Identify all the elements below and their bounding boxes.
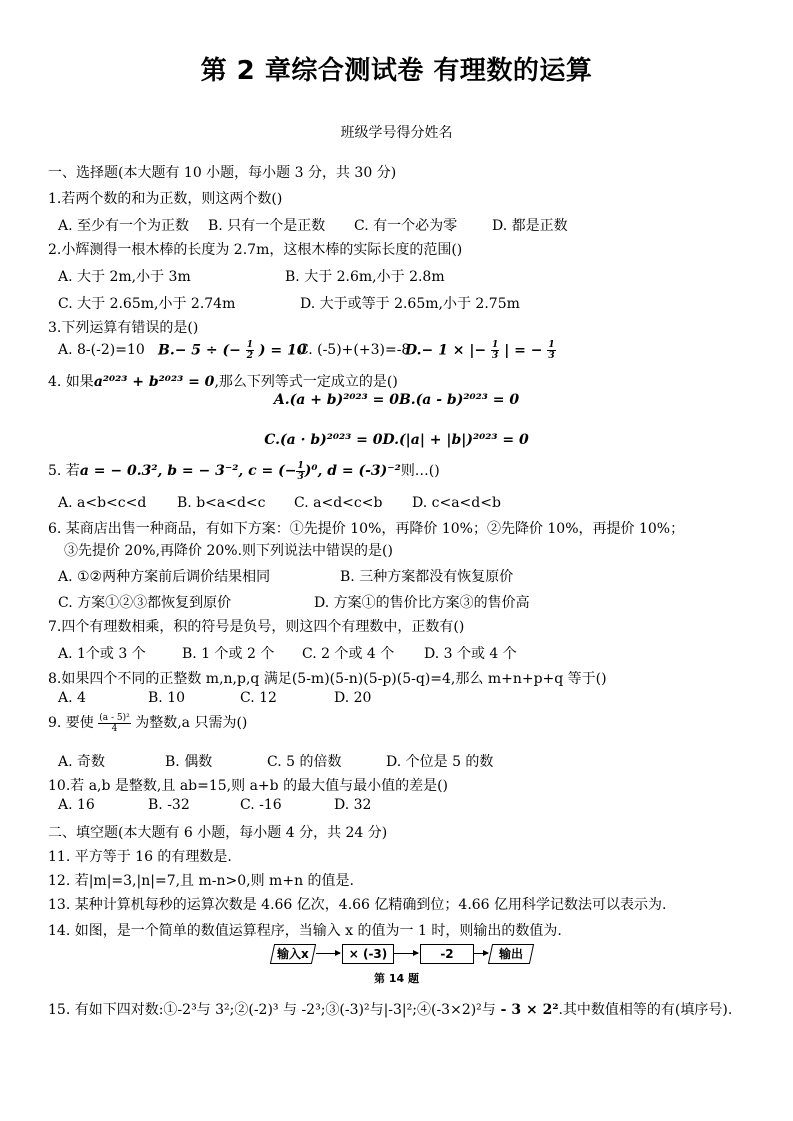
q3-option-d-pre: D.− 1 × |−: [405, 342, 487, 359]
q4-stem-post: ,那么下列等式一定成立的是(): [214, 374, 398, 390]
q5-option-b: B. b<a<d<c: [177, 495, 266, 511]
q2-stem: 2.小辉测得一根木棒的长度为 2.7m，这根木棒的实际长度的范围(): [48, 242, 463, 258]
page-title: 第 2 章综合测试卷 有理数的运算: [200, 56, 593, 86]
q3-option-b: [158, 340, 307, 361]
q6-stem-line-1: 6. 某商店出售一种商品，有如下方案：①先提价 10%，再降价 10%；②先降价 10%，再提价 10%；: [48, 521, 685, 537]
q15-stem-pre: 15. 有如下四对数:①-2³与 3²;②(-2)³ 与 -2³;③(-3)²与|-3|²;④(-3×2)²与: [48, 1002, 496, 1018]
q6-stem-line-2: ③先提价 20%,再降价 20%.则下列说法中错误的是(): [64, 543, 393, 559]
q4-stem: [48, 371, 398, 391]
q5-stem-pre: 5. 若: [48, 463, 80, 479]
q9-option-d: D. 个位是 5 的数: [386, 754, 494, 770]
q3-option-d: [405, 340, 556, 361]
q2-option-a: A. 大于 2m,小于 3m: [58, 269, 191, 285]
q5-equation-b: )⁰, d = (-3)⁻²: [304, 463, 401, 479]
q7-option-c: C. 2 个或 4 个: [302, 646, 395, 662]
q3-option-d-fraction-1: [491, 340, 499, 361]
q8-stem: 8.如果四个不同的正整数 m,n,p,q 满足(5-m)(5-n)(5-p)(5-q)=4,那么 m+n+p+q 等于(): [48, 671, 607, 687]
fraction-denominator: 2: [246, 351, 254, 361]
q5-fraction: [296, 461, 304, 482]
student-info-line: 班级学号得分姓名: [340, 125, 453, 141]
q8-option-c: C. 12: [240, 690, 277, 706]
q3-option-a: A. 8-(-2)=10: [58, 342, 145, 358]
q12-stem: 12. 若|m|=3,|n|=7,且 m-n>0,则 m+n 的值是.: [48, 873, 354, 889]
q14-stem: 14. 如图，是一个简单的数值运算程序，当输入 x 的值为一 1 时，则输出的数值为.: [48, 923, 562, 939]
section-1-heading: 一、选择题(本大题有 10 小题，每小题 3 分，共 30 分): [48, 165, 397, 181]
q15-expression: - 3 × 2²: [495, 1002, 559, 1018]
q4-options-ab: A.(a + b)²⁰²³ = 0B.(a - b)²⁰²³ = 0: [273, 392, 520, 408]
flow-output-label: 输出: [498, 947, 523, 961]
q6-option-a: A. ①②两种方案前后调价结果相同: [58, 569, 271, 585]
fraction-numerator: 1: [548, 340, 555, 350]
q7-option-a: A. 1个或 3 个: [58, 646, 146, 662]
flow-input-label: 输入x: [277, 947, 309, 961]
q3-stem: 3.下列运算有错误的是(): [48, 320, 199, 336]
fraction-denominator: 3: [492, 351, 499, 361]
q5-stem: [48, 460, 440, 482]
fraction-numerator: 1: [246, 340, 254, 350]
flow-output-box: [488, 944, 534, 964]
q4-options-cd: C.(a · b)²⁰²³ = 0D.(|a| + |b|)²⁰²³ = 0: [264, 432, 529, 448]
q5-option-d: D. c<a<d<b: [412, 495, 501, 511]
q10-option-c: C. -16: [240, 797, 282, 813]
q3-option-d-fraction-2: [547, 340, 555, 361]
q6-option-b: B. 三种方案都没有恢复原价: [340, 569, 514, 585]
q7-option-d: D. 3 个或 4 个: [424, 646, 517, 662]
section-2-heading: 二、填空题(本大题有 6 小题，每小题 4 分，共 24 分): [48, 825, 388, 841]
q5-option-a: A. a<b<c<d: [58, 495, 147, 511]
q7-option-b: B. 1 个或 2 个: [182, 646, 275, 662]
fraction-numerator: (a - 5)²: [99, 712, 130, 723]
q6-option-d: D. 方案①的售价比方案③的售价高: [314, 595, 530, 611]
q10-stem: 10.若 a,b 是整数,且 ab=15,则 a+b 的最大值与最小值的差是(): [48, 778, 448, 794]
q2-option-d: D. 大于或等于 2.65m,小于 2.75m: [300, 296, 520, 312]
q4-stem-pre: 4. 如果: [48, 374, 94, 390]
q4-equation: a²⁰²³ + b²⁰²³ = 0: [93, 374, 215, 390]
q3-option-d-mid: | = −: [504, 342, 543, 359]
q9-option-b: B. 偶数: [165, 754, 213, 770]
q1-option-b: B. 只有一个是正数: [208, 218, 326, 234]
q2-option-b: B. 大于 2.6m,小于 2.8m: [285, 269, 445, 285]
q14-flowchart: [272, 944, 532, 964]
fraction-numerator: 1: [297, 460, 304, 471]
fraction-numerator: 1: [492, 340, 499, 350]
q9-fraction: [98, 713, 131, 734]
q9-stem-pre: 9. 要使: [48, 715, 94, 731]
figure-caption: 第 14 题: [374, 972, 419, 985]
q9-stem-post: 为整数,a 只需为(): [135, 715, 248, 731]
q2-option-c: C. 大于 2.65m,小于 2.74m: [58, 296, 236, 312]
q7-stem: 7.四个有理数相乘，积的符号是负号，则这四个有理数中，正数有(): [48, 619, 465, 635]
q3-option-b-post: ) = 10: [258, 342, 307, 359]
q1-option-a: A. 至少有一个为正数: [58, 218, 190, 234]
q9-stem: [48, 712, 247, 734]
q8-option-b: B. 10: [148, 690, 186, 706]
fraction-denominator: 3: [297, 471, 304, 482]
q8-option-d: D. 20: [334, 690, 372, 706]
q6-option-c: C. 方案①②③都恢复到原价: [58, 595, 232, 611]
flow-input-box: [270, 944, 316, 964]
flow-step-multiply: × (-3): [342, 944, 394, 964]
q10-option-d: D. 32: [334, 797, 372, 813]
q3-option-b-pre: B.− 5 ÷ (−: [158, 342, 241, 359]
fraction-denominator: 4: [111, 723, 118, 734]
q15-stem-post: .其中数值相等的有(填序号).: [558, 1002, 733, 1018]
q9-option-c: C. 5 的倍数: [267, 754, 342, 770]
flow-arrow: [316, 953, 340, 954]
flow-arrow: [474, 953, 488, 954]
q5-option-c: C. a<d<c<b: [294, 495, 383, 511]
q15-stem: [48, 999, 732, 1019]
q3-option-b-fraction: [246, 340, 254, 361]
q9-option-a: A. 奇数: [58, 754, 106, 770]
flow-arrow: [394, 953, 418, 954]
q10-option-b: B. -32: [148, 797, 190, 813]
flow-step-subtract: -2: [420, 944, 474, 964]
q11-stem: 11. 平方等于 16 的有理数是.: [48, 849, 232, 865]
q1-option-d: D. 都是正数: [492, 218, 568, 234]
q1-option-c: C. 有一个必为零: [354, 218, 458, 234]
q5-equation: [79, 460, 401, 482]
fraction-denominator: 3: [548, 351, 555, 361]
q8-option-a: A. 4: [58, 690, 86, 706]
q10-option-a: A. 16: [58, 797, 95, 813]
q1-stem: 1.若两个数的和为正数，则这两个数(): [48, 191, 283, 207]
q13-stem: 13. 某种计算机每秒的运算次数是 4.66 亿次，4.66 亿精确到位；4.66 亿用科学记数法可以表示为.: [48, 897, 667, 913]
q5-equation-a: a = − 0.3², b = − 3⁻², c = (−: [79, 463, 297, 479]
q3-option-c: C. (-5)+(+3)=-8: [298, 342, 411, 358]
q5-stem-post: 则…(): [400, 463, 440, 479]
